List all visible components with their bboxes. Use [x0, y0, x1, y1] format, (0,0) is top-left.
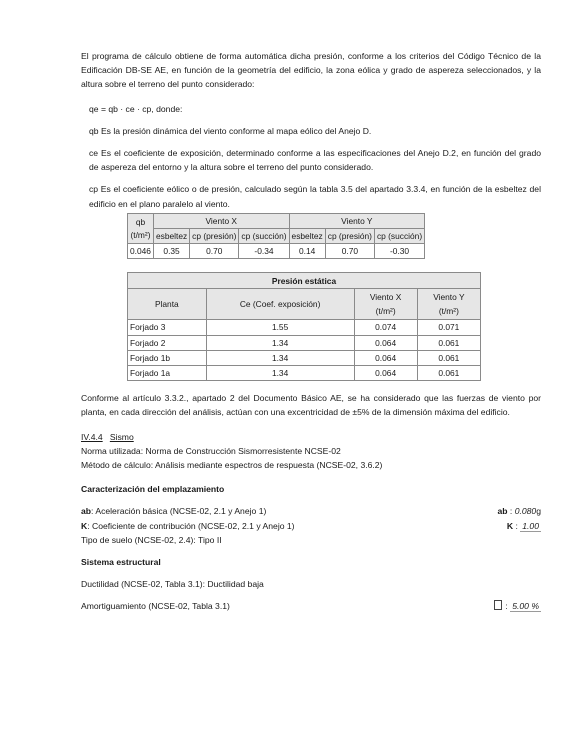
sistema-heading: Sistema estructural	[81, 557, 161, 568]
missing-glyph-icon	[494, 600, 502, 610]
ce-cell: 1.34	[206, 335, 354, 350]
col-header: cp (presión)	[325, 229, 374, 244]
formula-line: qe = qb · ce · cp, donde:	[89, 103, 183, 114]
amortiguamiento-number: 5.00	[512, 601, 529, 612]
planta-cell: Forjado 2	[128, 335, 207, 350]
section-number: IV.4.4	[81, 431, 103, 442]
eccentricity-paragraph: Conforme al artículo 3.3.2., apartado 2 del Documento Básico AE, se ha considerado que las fuerzas de viento por planta, en cada dirección del análisis, actúan con una excentricidad de ±5% de la dimensión máxima del edificio.	[81, 393, 541, 418]
amortiguamiento-value	[510, 601, 541, 612]
vx-cell: 0.074	[354, 320, 417, 335]
table-cell: 0.046	[128, 244, 154, 259]
ab-symbol: ab	[81, 506, 92, 517]
col-viento-y-unit: (t/m²)	[438, 306, 459, 317]
k-text: : Coeficiente de contribución (NCSE-02, 2.1 y Anejo 1)	[87, 520, 295, 531]
table-cell: 0.70	[325, 244, 374, 259]
vx-cell: 0.064	[354, 350, 417, 365]
vy-cell: 0.061	[417, 350, 480, 365]
col-viento-y-label: Viento Y	[433, 292, 465, 303]
table-row	[128, 335, 481, 350]
planta-cell: Forjado 1b	[128, 350, 207, 365]
definition-ce: ce Es el coeficiente de exposición, determinado conforme a las especificaciones del Anejo D.2, en función del grado de aspereza del entorno y la altura sobre el terreno del punto considerado.	[89, 148, 541, 173]
table-row	[128, 366, 481, 381]
group-viento-x: Viento X	[153, 213, 289, 228]
ab-value: 0.080	[514, 506, 537, 517]
vy-cell: 0.071	[417, 320, 480, 335]
section-title: Sismo	[109, 431, 134, 442]
document-page	[81, 49, 541, 614]
table-cell: -0.30	[374, 244, 424, 259]
ab-right-symbol: ab	[497, 506, 508, 517]
ce-cell: 1.34	[206, 350, 354, 365]
table-cell: 0.70	[190, 244, 239, 259]
col-planta: Planta	[128, 289, 207, 320]
col-header: esbeltez	[289, 229, 325, 244]
amortiguamiento-unit: %	[531, 601, 539, 612]
col-header: cp (succión)	[374, 229, 424, 244]
ce-cell: 1.55	[206, 320, 354, 335]
vy-cell: 0.061	[417, 335, 480, 350]
table-cell: 0.14	[289, 244, 325, 259]
intro-paragraph: El programa de cálculo obtiene de forma automática dicha presión, conforme a los criterios del Código Técnico de la Edificación DB-SE AE, en función de la geometría del edificio, la zona eólica y grado de aspereza seleccionados, y la altura sobre el terreno del punto considerado:	[81, 51, 541, 90]
table-title: Presión estática	[128, 273, 481, 289]
col-viento-x	[354, 289, 417, 320]
wind-coefficients-table	[127, 213, 425, 260]
col-viento-x-unit: (t/m²)	[375, 306, 396, 317]
section-heading	[81, 430, 541, 444]
col-viento-x-label: Viento X	[369, 292, 402, 303]
k-value: 1.00	[522, 520, 539, 531]
definition-qb: qb Es la presión dinámica del viento conforme al mapa eólico del Anejo D.	[89, 125, 372, 136]
table-cell: -0.34	[239, 244, 289, 259]
planta-cell: Forjado 1a	[128, 366, 207, 381]
amortiguamiento-row: Amortiguamiento (NCSE-02, Tabla 3.1) : 5.00 %	[81, 599, 541, 613]
vy-cell: 0.061	[417, 366, 480, 381]
ce-cell: 1.34	[206, 366, 354, 381]
amortiguamiento-text: Amortiguamiento (NCSE-02, Tabla 3.1)	[81, 601, 230, 612]
col-ce: Ce (Coef. exposición)	[206, 289, 354, 320]
ab-unit: g	[536, 506, 541, 517]
static-pressure-table	[127, 272, 481, 381]
planta-cell: Forjado 3	[128, 320, 207, 335]
caracterizacion-heading: Caracterización del emplazamiento	[81, 484, 225, 495]
col-header: cp (succión)	[239, 229, 289, 244]
table-row	[128, 350, 481, 365]
ab-text: : Aceleración básica (NCSE-02, 2.1 y Anejo 1)	[91, 506, 267, 517]
col-viento-y	[417, 289, 480, 320]
qb-header	[128, 213, 154, 243]
table-row	[128, 320, 481, 335]
ab-row: ab: Aceleración básica (NCSE-02, 2.1 y Anejo 1) ab : 0.080g	[81, 506, 541, 517]
col-header: esbeltez	[153, 229, 189, 244]
group-viento-y: Viento Y	[289, 213, 425, 228]
definition-cp: cp Es el coeficiente eólico o de presión, calculado según la tabla 3.5 del apartado 3.3.4, en función de la esbeltez del edificio en el plano paralelo al viento.	[89, 184, 541, 209]
table-cell: 0.35	[153, 244, 189, 259]
vx-cell: 0.064	[354, 335, 417, 350]
vx-cell: 0.064	[354, 366, 417, 381]
qb-label: qb	[135, 216, 146, 227]
k-row: K: Coeficiente de contribución (NCSE-02, 2.1 y Anejo 1) K : 1.00	[81, 520, 539, 531]
ductilidad-line: Ductilidad (NCSE-02, Tabla 3.1): Ductilidad baja	[81, 579, 264, 590]
k-symbol: K	[81, 520, 88, 531]
suelo-line: Tipo de suelo (NCSE-02, 2.4): Tipo II	[81, 534, 222, 545]
metodo-line: Método de cálculo: Análisis mediante espectros de respuesta (NCSE-02, 3.6.2)	[81, 460, 383, 471]
col-header: cp (presión)	[190, 229, 239, 244]
norma-line: Norma utilizada: Norma de Construcción Sismorresistente NCSE-02	[81, 445, 341, 456]
k-right-symbol: K	[506, 520, 514, 531]
qb-unit: (t/m²)	[130, 229, 151, 240]
